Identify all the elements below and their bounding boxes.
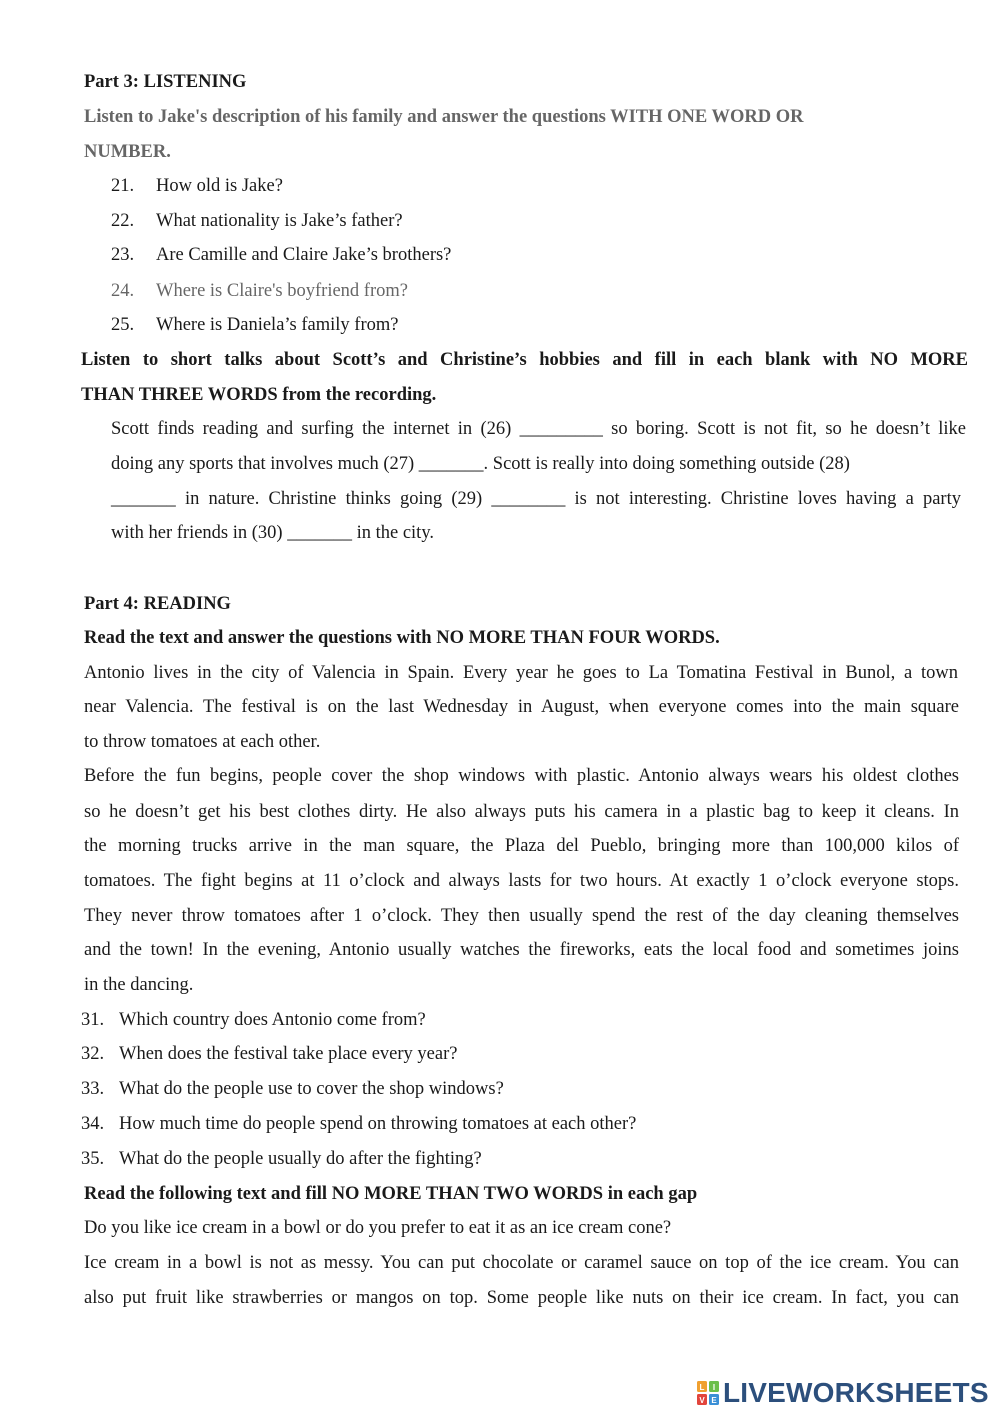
- reading-instruction-2: Read the following text and fill NO MORE THAN TWO WORDS in each gap: [84, 1184, 698, 1204]
- question-text: Are Camille and Claire Jake’s brothers?: [156, 245, 452, 265]
- question-number: 33.: [81, 1079, 105, 1099]
- svg-text:L: L: [699, 1383, 705, 1392]
- reading-instruction-1: Read the text and answer the questions with NO MORE THAN FOUR WORDS.: [84, 628, 720, 648]
- passage-line: so he doesn’t get his best clothes dirty. He also always puts his camera in a plastic bag to keep it cleans. In: [84, 802, 959, 822]
- listening-instruction-1: Listen to Jake's description of his family and answer the questions WITH ONE WORD OR: [84, 107, 804, 127]
- listening-instruction-1b: NUMBER.: [84, 142, 171, 162]
- passage-line: to throw tomatoes at each other.: [84, 732, 321, 752]
- question-text: How old is Jake?: [156, 176, 283, 196]
- passage-line: Ice cream in a bowl is not as messy. You can put chocolate or caramel sauce on top of the ice cream. You can: [84, 1253, 959, 1273]
- passage-line: Do you like ice cream in a bowl or do you prefer to eat it as an ice cream cone?: [84, 1218, 672, 1238]
- passage-line: _______ in nature. Christine thinks going (29) ________ is not interesting. Christine loves having a party: [111, 489, 961, 509]
- question-number: 21.: [111, 176, 135, 196]
- question-text: What do the people usually do after the fighting?: [119, 1149, 482, 1169]
- passage-line: They never throw tomatoes after 1 o’clock. They then usually spend the rest of the day cleaning themselves: [84, 906, 959, 926]
- listening-instruction-2a: Listen to short talks about Scott’s and Christine’s hobbies and fill in each blank with NO MORE: [81, 350, 968, 370]
- question-number: 22.: [111, 211, 135, 231]
- passage-line: and the town! In the evening, Antonio usually watches the fireworks, eats the local food and sometimes joins: [84, 940, 959, 960]
- question-text: Where is Claire's boyfriend from?: [156, 281, 408, 301]
- question-number: 31.: [81, 1010, 105, 1030]
- passage-line: tomatoes. The fight begins at 11 o’clock and always lasts for two hours. At exactly 1 o’clock everyone stops.: [84, 871, 959, 891]
- svg-text:V: V: [699, 1396, 705, 1405]
- question-text: Where is Daniela’s family from?: [156, 315, 399, 335]
- question-text: When does the festival take place every year?: [119, 1044, 458, 1064]
- logo-text: LIVEWORKSHEETS: [723, 1377, 989, 1408]
- listening-heading: Part 3: LISTENING: [84, 72, 247, 92]
- reading-heading: Part 4: READING: [84, 594, 231, 614]
- question-number: 24.: [111, 281, 135, 301]
- passage-line: also put fruit like strawberries or mangos on top. Some people like nuts on their ice cream. In fact, you can: [84, 1288, 959, 1308]
- passage-line: Scott finds reading and surfing the internet in (26) _________ so boring. Scott is not fit, so he doesn’t like: [111, 419, 966, 439]
- question-text: Which country does Antonio come from?: [119, 1010, 426, 1030]
- question-number: 34.: [81, 1114, 105, 1134]
- question-number: 35.: [81, 1149, 105, 1169]
- passage-line: Antonio lives in the city of Valencia in Spain. Every year he goes to La Tomatina Festival in Bunol, a town: [84, 663, 958, 683]
- listening-instruction-2b: THAN THREE WORDS from the recording.: [81, 385, 437, 405]
- question-text: What nationality is Jake’s father?: [156, 211, 403, 231]
- passage-line: near Valencia. The festival is on the last Wednesday in August, when everyone comes into the main square: [84, 697, 959, 717]
- passage-line: Before the fun begins, people cover the shop windows with plastic. Antonio always wears his oldest clothes: [84, 766, 959, 786]
- question-number: 23.: [111, 245, 135, 265]
- question-text: How much time do people spend on throwing tomatoes at each other?: [119, 1114, 637, 1134]
- svg-text:I: I: [712, 1383, 716, 1392]
- liveworksheets-logo[interactable]: [696, 1378, 989, 1408]
- question-number: 25.: [111, 315, 135, 335]
- svg-text:E: E: [711, 1396, 717, 1405]
- passage-line: doing any sports that involves much (27) _______. Scott is really into doing something outside (28): [111, 454, 850, 474]
- passage-line: in the dancing.: [84, 975, 194, 995]
- question-number: 32.: [81, 1044, 105, 1064]
- liveworksheets-logo-icon: [696, 1380, 720, 1406]
- passage-line: the morning trucks arrive in the man square, the Plaza del Pueblo, bringing more than 100,000 kilos of: [84, 836, 959, 856]
- passage-line: with her friends in (30) _______ in the city.: [111, 523, 435, 543]
- question-text: What do the people use to cover the shop windows?: [119, 1079, 504, 1099]
